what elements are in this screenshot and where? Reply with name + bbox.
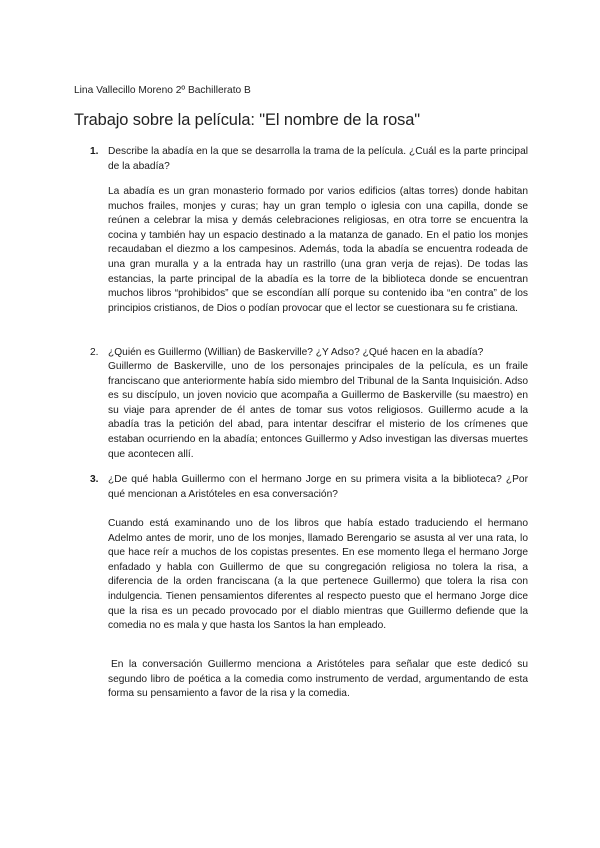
question-2 xyxy=(90,346,528,361)
author-line: Lina Vallecillo Moreno 2º Bachillerato B xyxy=(74,85,251,96)
question-text: ¿De qué habla Guillermo con el hermano Jorge en su primera visita a la biblioteca? ¿Por qué mencionan a Aristóteles en esa conversación? xyxy=(108,474,528,500)
answer-1: La abadía es un gran monasterio formado por varios edificios (altas torres) donde habitan muchos frailes, monjes y curas; hay un gran templo o iglesia con una capilla, donde se reúnen a celebrar la misa y demás celebraciones religiosas, en otra torre se encuentra la cocina y también hay un espacio destinado a la matanza de ganado. En el patio los monjes recaudaban el diezmo a los campesinos. Además, toda la abadía se encuentra rodeada de una gran muralla y a la entrada hay un rastrillo (una gran verja de rejas). De todas las estancias, la parte principal de la abadía es la torre de la biblioteca donde se encuentran muchos libros “prohibidos” que se escondían allí porque su contenido iba “en contra” de los principios cristianos, de Dios o podían provocar que el lector se cuestionara su fe cristiana. xyxy=(108,186,528,314)
question-text: ¿Quién es Guillermo (Willian) de Baskerville? ¿Y Adso? ¿Qué hacen en la abadía? xyxy=(108,347,484,358)
answer-2: Guillermo de Baskerville, uno de los personajes principales de la película, es un fraile franciscano que anteriormente había sido miembro del Tribunal de la Santa Inquisición. Adso es su discípulo, un joven novicio que acompaña a Guillermo de Baskerville (su maestro) en su viaje para aprender de él antes de tomar sus votos religiosos. Guillermo acude a la abadía tras la petición del abad, para intentar descifrar el misterio de los crímenes que estaban ocurriendo en la abadía; entonces Guillermo y Adso investigan las diversas muertes que acontecen allí. xyxy=(108,361,528,460)
question-text: Describe la abadía en la que se desarrolla la trama de la película. ¿Cuál es la parte principal de la abadía? xyxy=(108,146,528,172)
page-title: Trabajo sobre la película: "El nombre de la rosa" xyxy=(74,111,420,129)
question-number: 3. xyxy=(90,474,99,485)
answer-3: Cuando está examinando uno de los libros que había estado traduciendo el hermano Adelmo antes de morir, uno de los monjes, llamado Berengario se asusta al ver una rata, lo que hace reír a muchos de los copistas presentes. En ese momento llega el hermano Jorge enfadado y habla con Guillermo de que su congregación religiosa no tolera la risa, a diferencia de la orden franciscana (a la que pertenece Guillermo) que tolera la risa con indulgencia. Tienen pensamientos diferentes al respecto puesto que el hermano Jorge dice que la risa es un pecado provocado por el diablo mientras que Guillermo defiende que la comedia no es mala y que hasta los Santos la han empleado. xyxy=(108,518,528,632)
question-1 xyxy=(90,145,528,174)
question-number: 2. xyxy=(90,347,99,358)
answer-3-continued: En la conversación Guillermo menciona a Aristóteles para señalar que este dedicó su segundo libro de poética a la comedia como instrumento de verdad, argumentando de esta forma su pensamiento a favor de la risa y la comedia. xyxy=(108,659,528,700)
question-3 xyxy=(90,473,528,502)
question-number: 1. xyxy=(90,146,99,157)
